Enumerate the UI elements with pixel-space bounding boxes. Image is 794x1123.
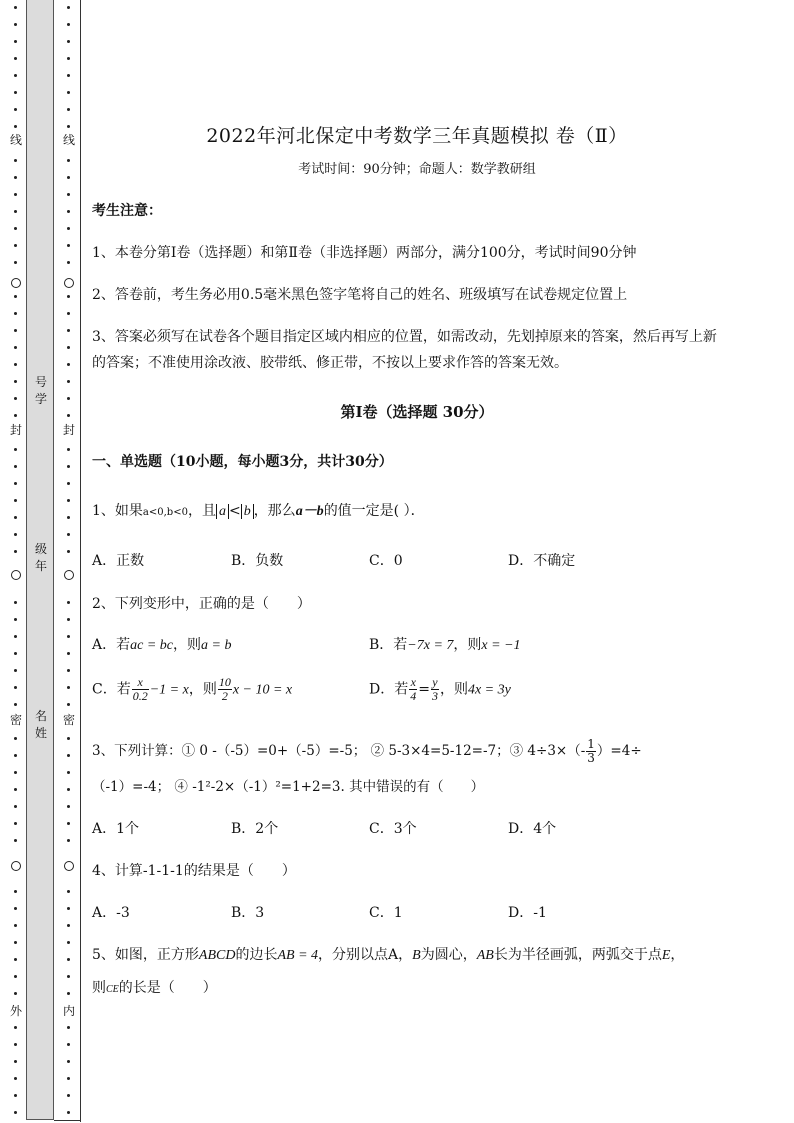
binding-dot [14, 771, 17, 774]
q1-option-c: C．0 [369, 553, 403, 569]
binding-dot [67, 941, 70, 944]
q5-math: AB [476, 948, 494, 963]
binding-dot [14, 193, 17, 196]
binding-dot [14, 533, 17, 536]
binding-dot [67, 958, 70, 961]
binding-dot [14, 618, 17, 621]
binding-dot [14, 635, 17, 638]
question-3-line-2: （-1）=-4； ④ -1²-2×（-1）²=1+2=3. 其中错误的有（ ） [92, 779, 485, 795]
q2-option-d [369, 676, 511, 703]
q2a-math: a = b [201, 638, 232, 653]
binding-dot [14, 890, 17, 893]
q5-text: ， [670, 947, 685, 963]
binding-dot [67, 176, 70, 179]
binding-dot [67, 380, 70, 383]
fraction-denominator: 4 [410, 689, 417, 703]
q2c-math: −1 = x [149, 682, 189, 698]
binding-dot [14, 23, 17, 26]
binding-dot [67, 924, 70, 927]
q1-text: 1、如果 [92, 503, 143, 519]
binding-dot [14, 754, 17, 757]
binding-dot [67, 754, 70, 757]
binding-circle-mark [64, 570, 74, 580]
q1-option-a: A．正数 [92, 553, 145, 569]
binding-dot [14, 380, 17, 383]
binding-dot [67, 23, 70, 26]
field-char: 级 [34, 542, 47, 556]
notice-item: 的答案；不准使用涂改液、胶带纸、修正带，不按以上要求作答的答案无效。 [92, 355, 568, 371]
binding-dot [67, 516, 70, 519]
q2b-math: x = −1 [481, 638, 521, 653]
binding-dot [14, 91, 17, 94]
fraction-denominator: 3 [431, 689, 438, 703]
binding-dot [67, 125, 70, 128]
fraction-denominator: 0.2 [132, 689, 148, 703]
fraction-numerator: 10 [218, 675, 231, 689]
binding-dot [67, 499, 70, 502]
q3-option-d: D．4个 [508, 821, 557, 837]
q4-option-d: D．-1 [508, 905, 547, 921]
field-char: 姓 [34, 726, 47, 740]
binding-dot [67, 74, 70, 77]
binding-dot [14, 805, 17, 808]
q2b-text: B．若 [369, 637, 408, 653]
right-dot-column [62, 0, 76, 1123]
binding-dot [14, 958, 17, 961]
binding-dot [14, 703, 17, 706]
q5-arc-label: CE [106, 984, 119, 995]
question-3-line-1 [92, 738, 642, 765]
binding-dot [14, 652, 17, 655]
binding-dot [14, 414, 17, 417]
q1-abs-a: a [216, 504, 229, 519]
margin-bottom-line [54, 1120, 81, 1121]
binding-mark: 外 [9, 1004, 22, 1018]
q5-text: 则 [92, 980, 106, 996]
binding-dot [67, 533, 70, 536]
student-info-band [26, 0, 54, 1120]
binding-dot [14, 482, 17, 485]
binding-dot [67, 295, 70, 298]
binding-mark: 封 [9, 423, 22, 437]
binding-dot [14, 227, 17, 230]
field-char: 号 [34, 375, 47, 389]
binding-dot [14, 397, 17, 400]
binding-dot [67, 635, 70, 638]
fraction-denominator: 2 [221, 689, 228, 703]
binding-circle-mark [64, 278, 74, 288]
binding-dot [67, 312, 70, 315]
binding-dot [67, 482, 70, 485]
binding-dot [67, 1026, 70, 1029]
binding-dot [67, 907, 70, 910]
q2-option-c [92, 676, 292, 703]
q2b-math: −7x = 7 [407, 638, 454, 653]
binding-dot [14, 941, 17, 944]
q2c-math: x − 10 = x [232, 682, 293, 698]
binding-dot [67, 465, 70, 468]
q1-text: ，那么 [253, 503, 296, 519]
field-grade [27, 541, 55, 575]
binding-dot [67, 1060, 70, 1063]
q3-text: ）=4÷ [596, 743, 642, 759]
binding-dot [67, 703, 70, 706]
q4-option-b: B．3 [231, 905, 265, 921]
binding-dot [14, 1077, 17, 1080]
q3-option-c: C．3个 [369, 821, 417, 837]
binding-dot [14, 312, 17, 315]
binding-circle-mark [11, 278, 21, 288]
binding-dot [14, 448, 17, 451]
q2c-text: C．若 [92, 681, 131, 698]
fraction-numerator: 1 [587, 737, 595, 751]
binding-dot [14, 329, 17, 332]
binding-dot [67, 363, 70, 366]
binding-dot [67, 91, 70, 94]
binding-dot [14, 601, 17, 604]
binding-dot [14, 1026, 17, 1029]
q5-text: 的边长 [235, 947, 278, 963]
binding-dot [67, 1111, 70, 1114]
page-subtitle: 考试时间：90分钟；命题人：数学教研组 [298, 162, 536, 177]
question-5-line-2 [92, 977, 217, 997]
q3-text: 3、下列计算：① 0 -（-5）=0+（-5）=-5； ② 5-3×4=5-12=-7；③ 4÷3×（- [92, 743, 586, 759]
binding-dot [67, 975, 70, 978]
binding-dot [67, 159, 70, 162]
q2c-text: ，则 [188, 681, 217, 698]
binding-dot [14, 737, 17, 740]
binding-dot [14, 74, 17, 77]
binding-dot [67, 652, 70, 655]
binding-dot [67, 992, 70, 995]
binding-mark: 密 [62, 713, 75, 727]
notice-item: 2、答卷前，考生务必用0.5毫米黑色签字笔将自己的姓名、班级填写在试卷规定位置上 [92, 287, 628, 303]
q5-math: E [661, 948, 671, 963]
binding-dot [67, 771, 70, 774]
binding-dot [14, 516, 17, 519]
binding-dot [67, 346, 70, 349]
binding-dot [14, 975, 17, 978]
field-student-id [27, 374, 55, 408]
q1-text: 的值一定是( ）． [323, 503, 425, 519]
binding-dot [14, 1043, 17, 1046]
q2c-fraction-2 [218, 676, 232, 703]
binding-dot [67, 686, 70, 689]
q5-text: 为圆心， [420, 947, 477, 963]
q5-text: 5、如图，正方形 [92, 947, 199, 963]
binding-dot [67, 550, 70, 553]
binding-dot [14, 244, 17, 247]
binding-dot [67, 1077, 70, 1080]
binding-dot [67, 839, 70, 842]
fraction-numerator: y [432, 675, 438, 689]
binding-dot [14, 125, 17, 128]
q2d-text: D．若 [369, 681, 409, 698]
field-char: 年 [34, 559, 47, 573]
binding-circle-mark [64, 861, 74, 871]
binding-dot [14, 499, 17, 502]
binding-dot [67, 448, 70, 451]
q2d-fraction-2 [431, 676, 439, 703]
q3-option-a: A．1个 [92, 821, 140, 837]
binding-dot [14, 465, 17, 468]
q5-math: AB = 4 [277, 948, 319, 963]
section-title: 第I卷（选择题 30分） [340, 403, 494, 421]
binding-dot [14, 1060, 17, 1063]
part-title: 一、单选题（10小题，每小题3分，共计30分） [92, 454, 393, 470]
binding-dot [67, 805, 70, 808]
binding-dot [67, 227, 70, 230]
binding-dot [14, 176, 17, 179]
binding-dot [67, 669, 70, 672]
fraction-numerator: x [410, 675, 416, 689]
binding-dot [67, 890, 70, 893]
binding-dot [14, 295, 17, 298]
binding-dot [67, 601, 70, 604]
q2-option-a [92, 634, 231, 654]
binding-dot [14, 839, 17, 842]
binding-mark: 密 [9, 713, 22, 727]
binding-dot [67, 788, 70, 791]
q2d-math: 4x = 3y [467, 682, 511, 698]
binding-dot [67, 244, 70, 247]
binding-dot [67, 57, 70, 60]
binding-dot [14, 346, 17, 349]
binding-dot [14, 1094, 17, 1097]
binding-mark: 内 [62, 1004, 75, 1018]
q1-expression: a－b [295, 504, 324, 519]
notice-item: 1、本卷分第I卷（选择题）和第Ⅱ卷（非选择题）两部分，满分100分，考试时间90分钟 [92, 245, 637, 261]
q5-text: 长为半径画弧，两弧交于点 [493, 947, 662, 963]
left-dot-column [9, 0, 23, 1123]
q5-text: 的长是（ ） [118, 980, 217, 996]
q4-option-a: A．-3 [92, 905, 130, 921]
binding-dot [67, 40, 70, 43]
notice-heading: 考生注意： [92, 203, 162, 219]
binding-dot [14, 1111, 17, 1114]
q2a-text: A．若 [92, 637, 131, 653]
binding-dot [14, 40, 17, 43]
q2-option-b [369, 634, 521, 654]
binding-dot [67, 1043, 70, 1046]
binding-dot [67, 414, 70, 417]
binding-dot [14, 924, 17, 927]
binding-dot [14, 669, 17, 672]
question-2: 2、下列变形中，正确的是（ ） [92, 596, 311, 612]
q2a-text: ，则 [173, 637, 201, 653]
page-title: 2022年河北保定中考数学三年真题模拟 卷（Ⅱ） [206, 125, 628, 147]
question-4: 4、计算-1-1-1的结果是（ ） [92, 863, 296, 879]
q2d-text: ，则 [439, 681, 468, 698]
q2d-equals: = [418, 681, 430, 698]
binding-dot [14, 788, 17, 791]
binding-mark: 封 [62, 423, 75, 437]
binding-dot [14, 363, 17, 366]
question-1 [92, 500, 425, 520]
binding-dot [14, 907, 17, 910]
q1-option-b: B．负数 [231, 553, 284, 569]
binding-dot [67, 329, 70, 332]
margin-rule [80, 0, 81, 1122]
q1-text: ，且 [187, 503, 216, 519]
binding-dot [14, 6, 17, 9]
binding-dot [67, 737, 70, 740]
binding-dot [14, 108, 17, 111]
binding-dot [14, 210, 17, 213]
binding-dot [67, 261, 70, 264]
binding-dot [67, 1094, 70, 1097]
q1-option-d: D．不确定 [508, 553, 576, 569]
q5-math: B [412, 948, 421, 963]
q5-math: ABCD [198, 948, 236, 963]
binding-dot [14, 57, 17, 60]
binding-dot [67, 822, 70, 825]
binding-dot [67, 193, 70, 196]
binding-mark: 线 [9, 133, 22, 147]
question-5-line-1 [92, 944, 684, 964]
q1-abs-b: b [241, 504, 254, 519]
fraction-denominator: 3 [587, 751, 595, 765]
binding-mark: 线 [62, 133, 75, 147]
field-name [27, 708, 55, 742]
binding-circle-mark [11, 570, 21, 580]
binding-dot [14, 686, 17, 689]
binding-dot [14, 159, 17, 162]
binding-dot [67, 397, 70, 400]
binding-dot [67, 618, 70, 621]
binding-dot [14, 261, 17, 264]
binding-dot [14, 550, 17, 553]
binding-dot [67, 6, 70, 9]
q4-option-c: C．1 [369, 905, 403, 921]
q2d-fraction-1 [409, 676, 417, 703]
q3-fraction [586, 738, 596, 765]
q5-text: ，分别以点A， [318, 947, 413, 963]
binding-dot [14, 822, 17, 825]
binding-margin [0, 0, 86, 1123]
binding-circle-mark [11, 861, 21, 871]
binding-dot [14, 992, 17, 995]
field-char: 名 [34, 709, 47, 723]
q3-option-b: B．2个 [231, 821, 279, 837]
fraction-numerator: x [132, 676, 149, 690]
q2a-math: ac = bc [130, 638, 173, 653]
q1-condition: a<0,b<0 [142, 507, 188, 518]
q2b-text: ，则 [453, 637, 482, 653]
binding-dot [67, 108, 70, 111]
binding-dot [67, 210, 70, 213]
q1-less-than: < [228, 503, 241, 519]
field-char: 学 [34, 392, 47, 406]
notice-item: 3、答案必须写在试卷各个题目指定区域内相应的位置，如需改动，先划掉原来的答案，然后再写上新 [92, 329, 717, 345]
q2c-fraction [132, 676, 149, 703]
